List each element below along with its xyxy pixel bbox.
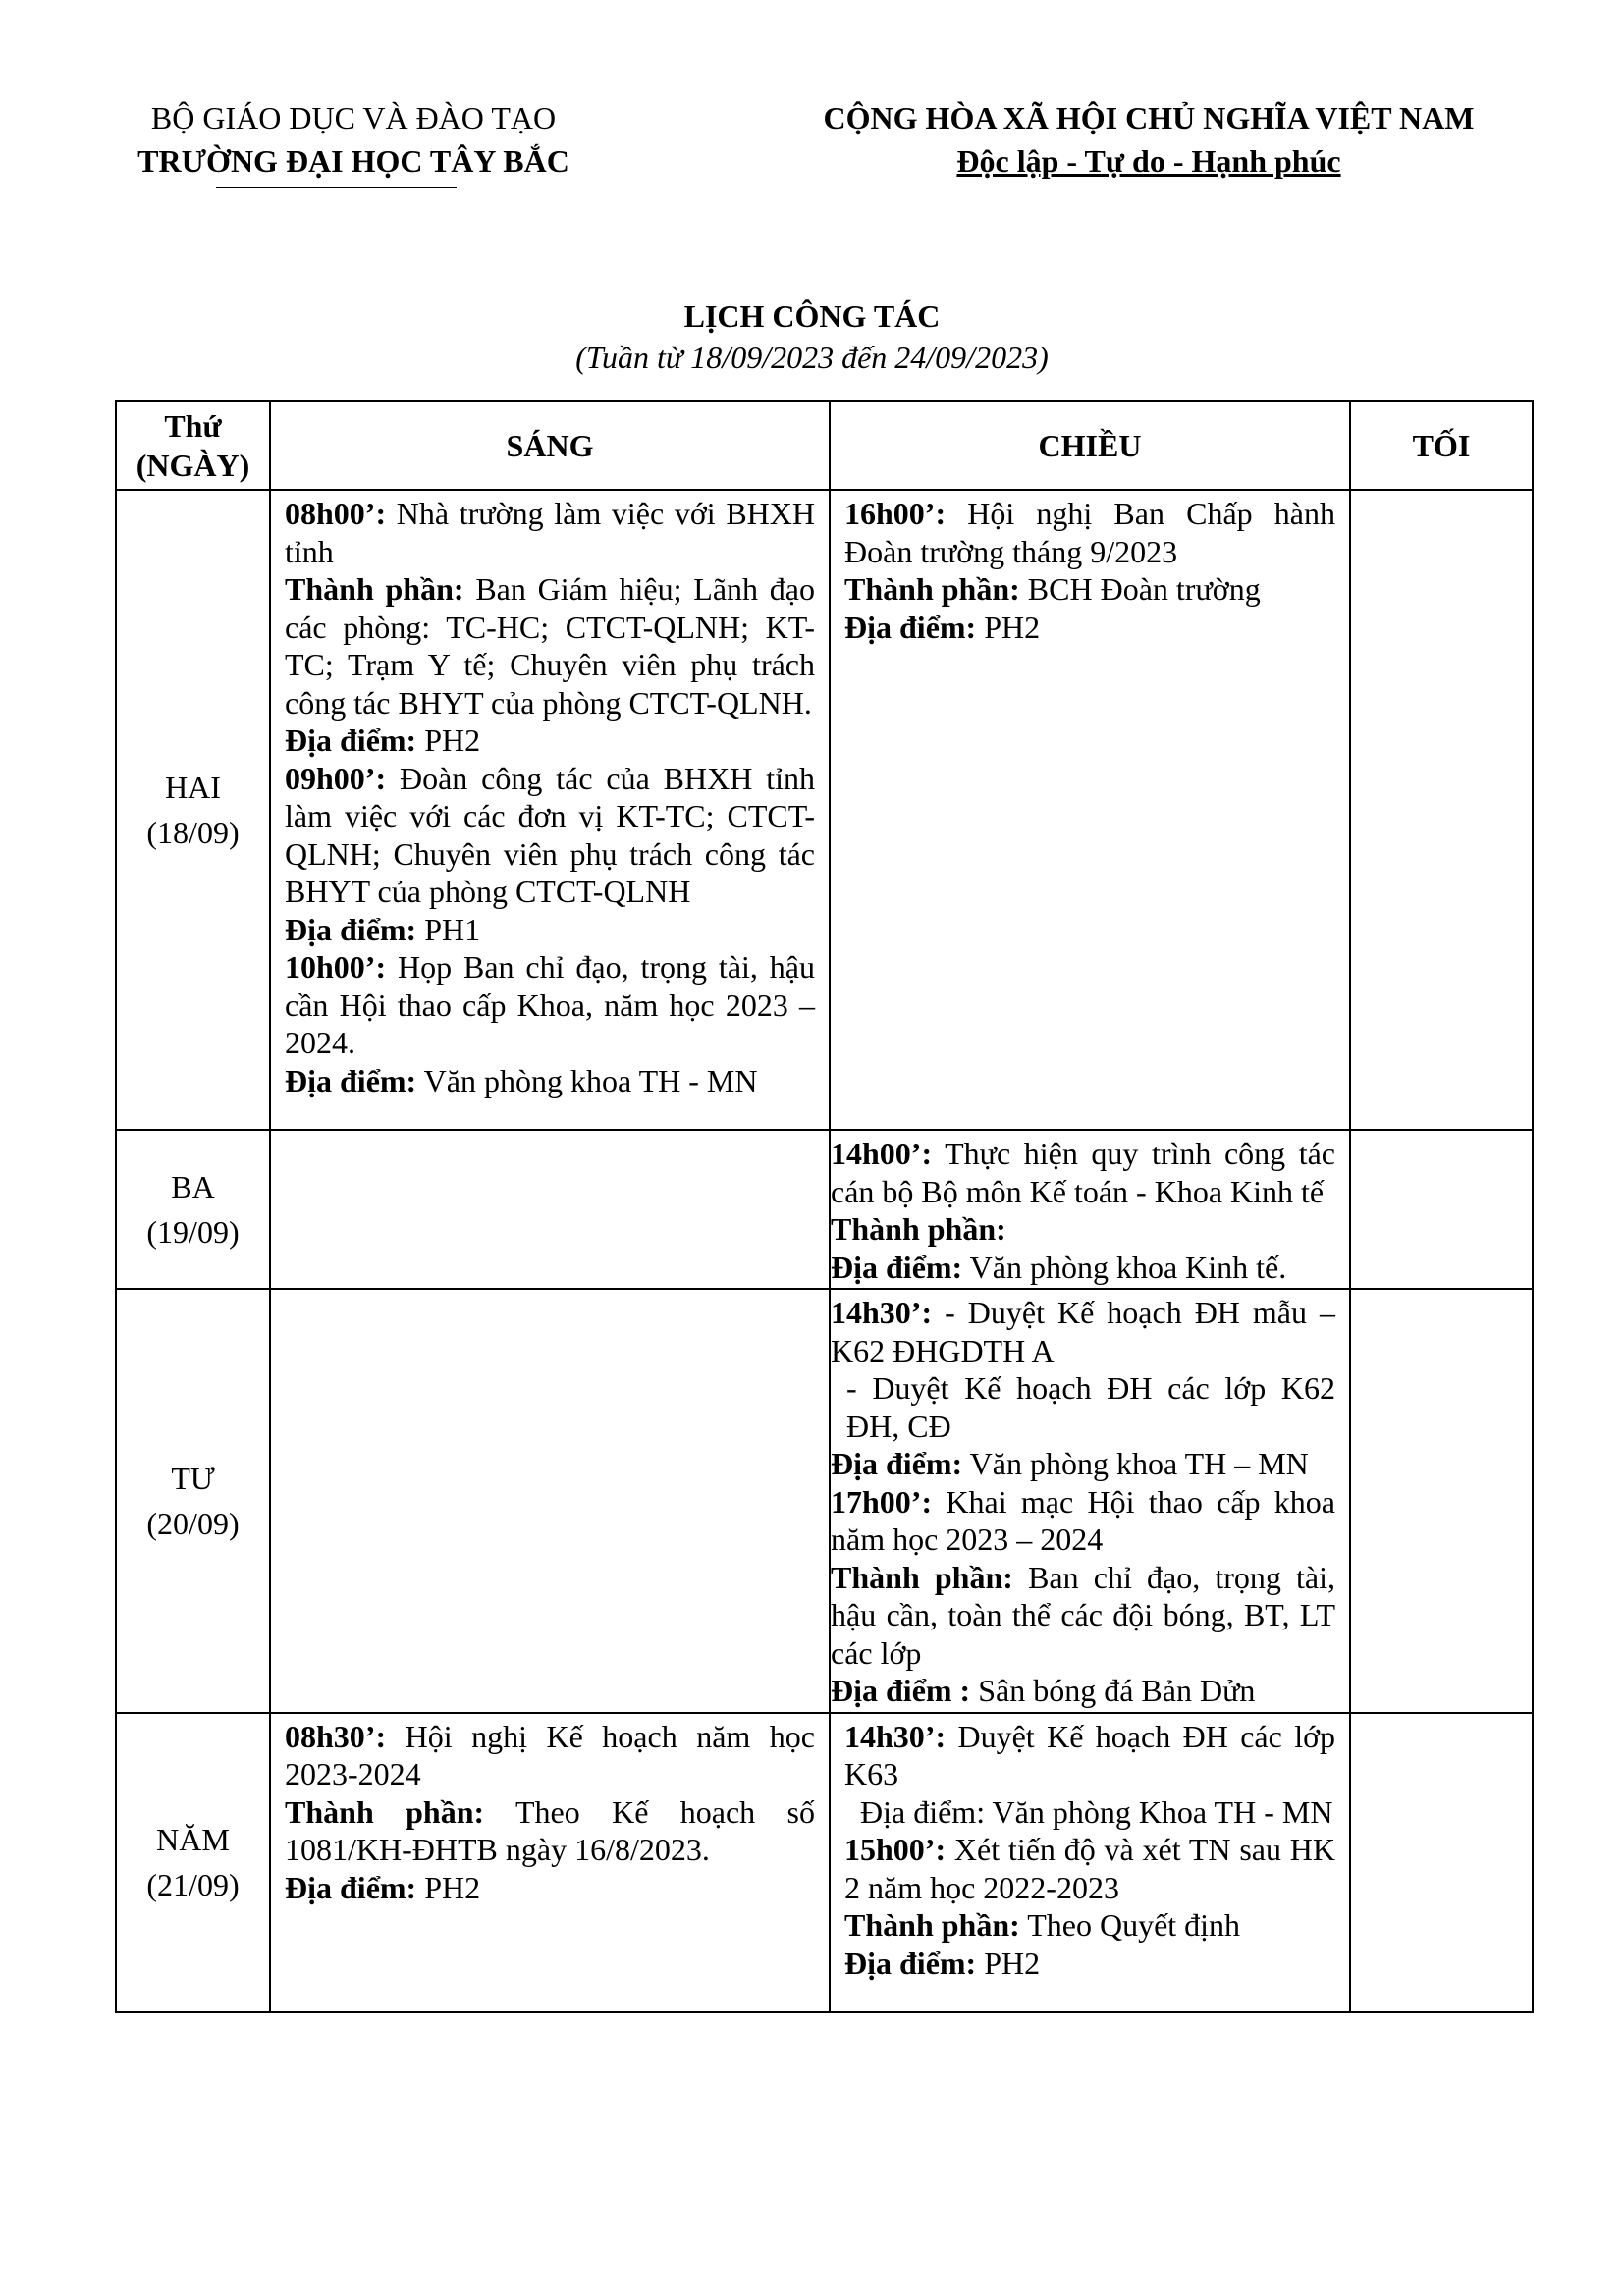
column-header-day [116,401,270,490]
schedule-entry [285,570,815,721]
table-row [116,1713,1533,2012]
day-date: (19/09) [146,1214,240,1250]
entry-lead: 08h00’: [285,496,387,531]
day-name: HAI [165,770,221,805]
entry-lead: Địa điểm : [831,1673,971,1708]
schedule-entry [285,948,815,1062]
day-name: BA [171,1169,215,1204]
table-row [116,1289,1533,1713]
entry-text: Theo Kế hoạch số 1081/KH-ĐHTB ngày 16/8/2023. [285,1793,815,1867]
entry-lead: 10h00’: [285,949,387,985]
schedule-entry [285,1793,815,1869]
entry-text: Ban chỉ đạo, trọng tài, hậu cần, toàn thể các đội bóng, BT, LT các lớp [831,1559,1335,1671]
table-row [116,1130,1533,1289]
evening-cell [1350,490,1533,1130]
country-name: CỘNG HÒA XÃ HỘI CHỦ NGHĨA VIỆT NAM [823,100,1475,135]
entry-lead: 16h00’: [844,496,947,531]
schedule-entry [831,1294,1335,1369]
entry-text: BCH Đoàn trường [1019,571,1261,607]
schedule-entry [285,760,815,911]
national-motto: Độc lập - Tự do - Hạnh phúc [956,143,1341,179]
day-cell [116,1713,270,2012]
schedule-entry [844,570,1335,609]
entry-lead: 14h30’: [844,1718,947,1754]
schedule-entry [831,1483,1335,1559]
afternoon-cell [830,1713,1350,2012]
entry-text: Khai mạc Hội thao cấp khoa năm học 2023 – 2024 [831,1483,1335,1557]
entry-text: Hội nghị Kế hoạch năm học 2023-2024 [285,1718,815,1791]
day-cell [116,1289,270,1713]
morning-cell [270,490,830,1130]
entry-lead: Địa điểm: [831,1249,963,1285]
evening-cell [1350,1130,1533,1289]
schedule-entry [285,495,815,570]
column-header-day-line2: (NGÀY) [135,448,250,483]
schedule-entry [285,911,815,949]
entry-text: Văn phòng khoa Kinh tế. [962,1249,1287,1285]
schedule-entry [285,1062,815,1100]
document-title: LỊCH CÔNG TÁC [683,298,941,334]
schedule-entry [831,1249,1335,1287]
entry-text: Duyệt Kế hoạch ĐH các lớp K63 [844,1718,1335,1791]
schedule-table [115,400,1534,2013]
afternoon-cell [830,490,1350,1130]
entry-text: Thực hiện quy trình công tác cán bộ Bộ môn Kế toán - Khoa Kinh tế [831,1136,1335,1209]
university-name: TRƯỜNG ĐẠI HỌC TÂY BẮC [137,143,569,179]
entry-lead: Địa điểm: [831,1446,963,1481]
morning-cell [270,1289,830,1713]
afternoon-cell [830,1130,1350,1289]
entry-lead: 08h30’: [285,1718,387,1754]
entry-text: PH2 [976,609,1041,645]
day-date: (20/09) [146,1505,240,1541]
schedule-entry [831,1445,1335,1483]
entry-text: Theo Quyết định [1019,1907,1241,1943]
schedule-entry [844,609,1335,647]
schedule-entry [844,1831,1335,1906]
entry-lead: Thành phần: [844,1907,1020,1943]
entry-lead: Thành phần: [285,1793,485,1830]
header-right [766,96,1532,183]
header-underline-rule [216,187,457,188]
entry-text: PH2 [416,1869,481,1905]
morning-cell [270,1130,830,1289]
schedule-entry [844,1945,1335,1983]
day-date: (18/09) [146,815,240,850]
schedule-entry [831,1672,1335,1710]
entry-lead: Địa điểm: [285,911,417,947]
entry-lead: 09h00’: [285,760,387,796]
entry-lead: Thành phần: [844,571,1020,607]
entry-text: - Duyệt Kế hoạch ĐH mẫu – K62 ĐHGDTH A [831,1295,1335,1368]
entry-text: PH1 [416,911,481,947]
entry-lead: Địa điểm: [844,609,977,645]
schedule-entry [844,495,1335,570]
entry-text: Ban Giám hiệu; Lãnh đạo các phòng: TC-HC; CTCT-QLNH; KT-TC; Trạm Y tế; Chuyên viên phụ trách công tác BHYT của phòng CTCT-QLNH. [285,571,816,721]
schedule-entry [844,1718,1335,1793]
day-name: TƯ [171,1460,215,1496]
schedule-entry [285,1718,815,1793]
schedule-entry [831,1369,1335,1445]
entry-lead: Thành phần: [285,571,464,607]
entry-lead: Địa điểm: [285,722,417,758]
day-date: (21/09) [146,1867,240,1902]
evening-cell [1350,1713,1533,2012]
schedule-entry [844,1793,1335,1832]
entry-lead: 14h00’: [831,1136,933,1171]
day-cell [116,1130,270,1289]
entry-text: Xét tiến độ và xét TN sau HK 2 năm học 2022-2023 [844,1832,1335,1905]
entry-text: Sân bóng đá Bản Dửn [970,1673,1256,1708]
column-header-day-line1: Thứ [164,408,222,444]
entry-text: Nhà trường làm việc với BHXH tỉnh [285,496,815,569]
document-subtitle: (Tuần từ 18/09/2023 đến 24/09/2023) [575,340,1049,375]
column-header-afternoon: CHIỀU [830,401,1350,490]
entry-text: Văn phòng khoa TH – MN [962,1446,1309,1481]
column-header-evening: TỐI [1350,401,1533,490]
schedule-entry [285,1869,815,1907]
schedule-entry [831,1135,1335,1210]
morning-cell [270,1713,830,2012]
entry-text: Họp Ban chỉ đạo, trọng tài, hậu cần Hội thao cấp Khoa, năm học 2023 – 2024. [285,949,815,1060]
entry-lead: 17h00’: [831,1483,933,1520]
entry-text: PH2 [976,1945,1041,1981]
header-left [128,96,579,183]
entry-lead: Địa điểm: [844,1945,977,1981]
entry-lead: 14h30’: [831,1295,933,1330]
entry-lead: 15h00’: [844,1832,947,1867]
entry-text: PH2 [416,722,481,758]
entry-lead: Thành phần: [831,1559,1013,1595]
schedule-entry [831,1559,1335,1673]
table-row [116,490,1533,1130]
evening-cell [1350,1289,1533,1713]
entry-lead: Địa điểm: [285,1062,417,1098]
entry-text: Hội nghị Ban Chấp hành Đoàn trường tháng 9/2023 [844,496,1335,569]
day-name: NĂM [156,1822,230,1857]
entry-text: Đoàn công tác của BHXH tỉnh làm việc với các đơn vị KT-TC; CTCT-QLNH; Chuyên viên phụ trách công tác BHYT của phòng CTCT-QLNH [285,760,815,909]
day-cell [116,490,270,1130]
entry-text: Địa điểm: Văn phòng Khoa TH - MN [860,1793,1333,1830]
schedule-entry [831,1210,1335,1249]
entry-text: - Duyệt Kế hoạch ĐH các lớp K62 ĐH, CĐ [846,1370,1335,1444]
schedule-entry [285,721,815,760]
entry-lead: Thành phần: [831,1211,1006,1247]
entry-lead: Địa điểm: [285,1869,417,1905]
afternoon-cell [830,1289,1350,1713]
schedule-entry [844,1906,1335,1945]
entry-text: Văn phòng khoa TH - MN [416,1062,758,1098]
ministry-name: BỘ GIÁO DỤC VÀ ĐÀO TẠO [150,100,557,135]
table-header-row [116,401,1533,490]
column-header-morning: SÁNG [270,401,830,490]
